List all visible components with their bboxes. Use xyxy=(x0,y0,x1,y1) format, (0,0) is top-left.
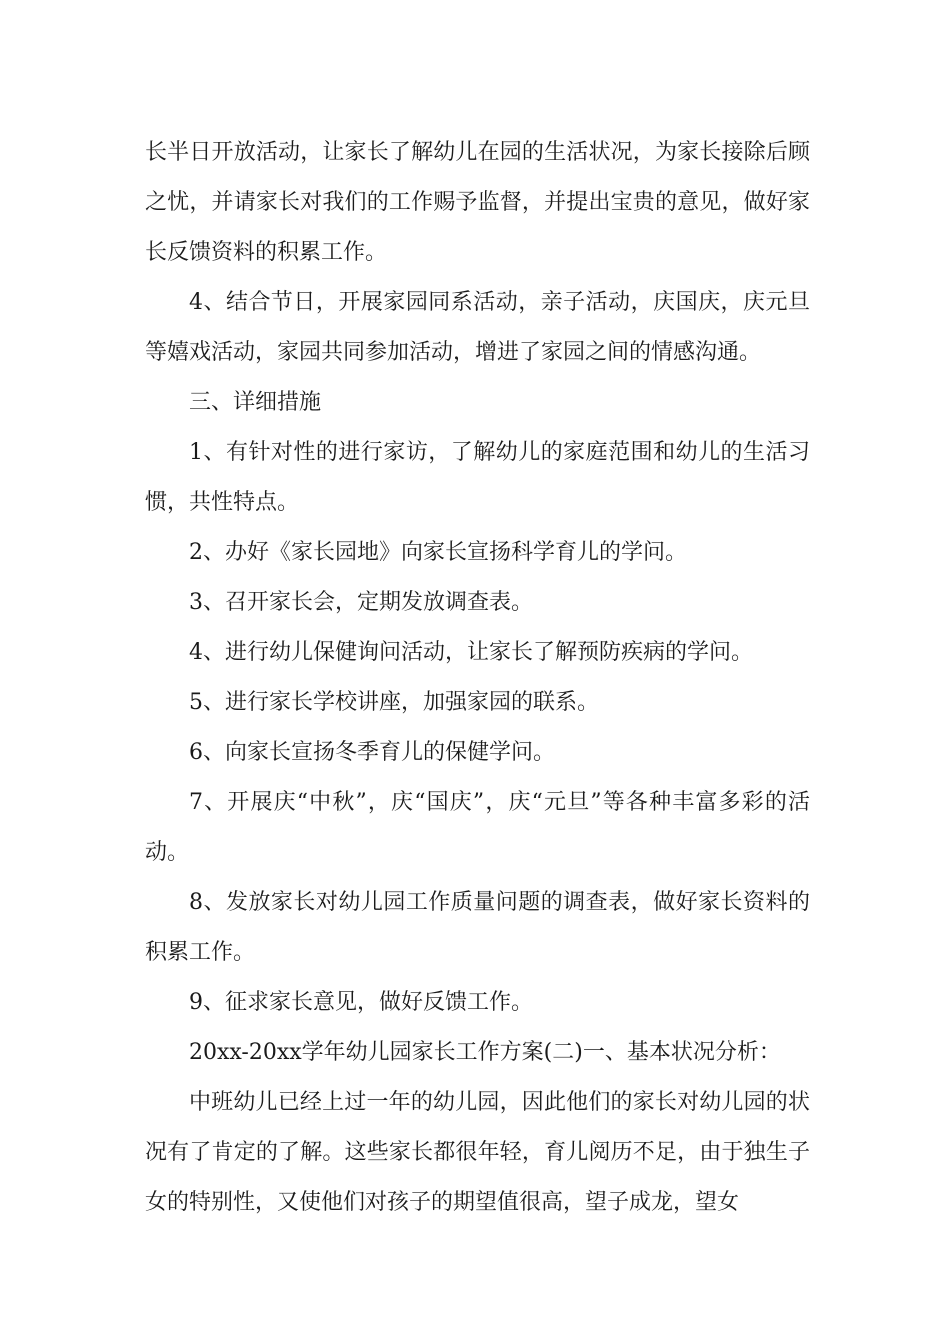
paragraph-continuation: 长半日开放活动，让家长了解幼儿在园的生活状况，为家长接除后顾之忧，并请家长对我们的工作赐予监督，并提出宝贵的意见，做好家长反馈资料的积累工作。 xyxy=(145,140,810,265)
plan-two-heading: 20xx-20xx学年幼儿园家长工作方案(二)一、基本状况分析： xyxy=(189,1040,781,1065)
paragraph-item-1: 1、有针对性的进行家访，了解幼儿的家庭范围和幼儿的生活习惯，共性特点。 xyxy=(145,440,810,515)
paragraph-item-7: 7、开展庆“中秋”，庆“国庆”，庆“元旦”等各种丰富多彩的活动。 xyxy=(145,790,810,865)
document-body xyxy=(145,128,810,1228)
paragraph-item-9: 9、征求家长意见，做好反馈工作。 xyxy=(189,990,533,1015)
paragraph-item-5: 5、进行家长学校讲座，加强家园的联系。 xyxy=(189,690,599,715)
paragraph-item-4: 4、进行幼儿保健询问活动，让家长了解预防疾病的学问。 xyxy=(189,640,753,665)
paragraph-item-4-festivals: 4、结合节日，开展家园同系活动，亲子活动，庆国庆，庆元旦等嬉戏活动，家园共同参加活动，增进了家园之间的情感沟通。 xyxy=(145,290,810,365)
paragraph-item-2: 2、办好《家长园地》向家长宣扬科学育儿的学问。 xyxy=(189,540,687,565)
paragraph-item-6: 6、向家长宣扬冬季育儿的保健学问。 xyxy=(189,740,555,765)
section-heading-measures: 三、详细措施 xyxy=(189,390,322,415)
paragraph-item-3: 3、召开家长会，定期发放调查表。 xyxy=(189,590,533,615)
paragraph-item-8: 8、发放家长对幼儿园工作质量问题的调查表，做好家长资料的积累工作。 xyxy=(145,890,810,965)
paragraph-analysis: 中班幼儿已经上过一年的幼儿园，因此他们的家长对幼儿园的状况有了肯定的了解。这些家长都很年轻，育儿阅历不足，由于独生子女的特别性，又使他们对孩子的期望值很高，望子成龙，望女 xyxy=(145,1090,810,1215)
